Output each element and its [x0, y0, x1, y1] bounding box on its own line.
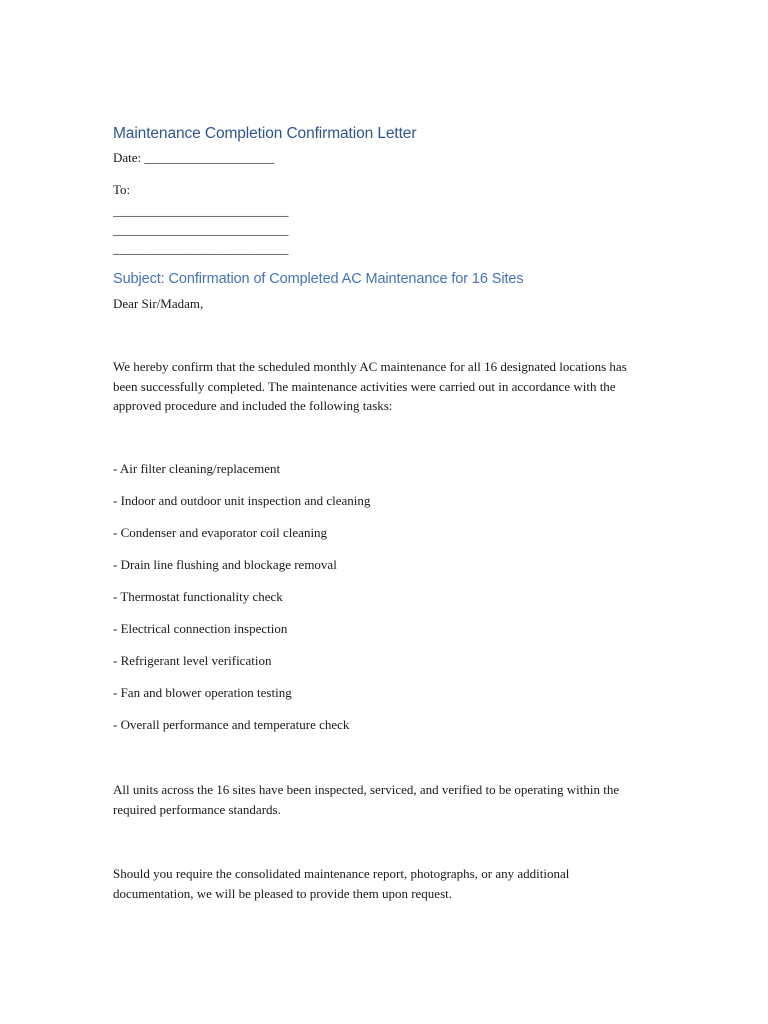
- address-line-3: ___________________________: [113, 241, 289, 256]
- closing-paragraph-2: Should you require the consolidated maintenance report, photographs, or any additional documentation, we will be pleased to provide them upon request.: [113, 866, 570, 901]
- address-line-1: ___________________________: [113, 203, 289, 218]
- to-label: To:: [113, 182, 131, 197]
- task-item: - Drain line flushing and blockage removal: [113, 557, 337, 572]
- date-line: Date: ____________________: [113, 150, 275, 165]
- task-item: - Air filter cleaning/replacement: [113, 461, 281, 476]
- task-item: - Condenser and evaporator coil cleaning: [113, 525, 328, 540]
- salutation: Dear Sir/Madam,: [113, 296, 204, 311]
- letter-subject: Subject: Confirmation of Completed AC Maintenance for 16 Sites: [113, 271, 524, 287]
- task-item: - Fan and blower operation testing: [113, 685, 292, 700]
- intro-paragraph: We hereby confirm that the scheduled monthly AC maintenance for all 16 designated locations has been successfully completed. The maintenance activities were carried out in accordance with the approved procedure and included the following tasks:: [113, 359, 627, 413]
- task-item: - Thermostat functionality check: [113, 589, 283, 604]
- task-item: - Electrical connection inspection: [113, 621, 288, 636]
- task-item: - Indoor and outdoor unit inspection and cleaning: [113, 493, 371, 508]
- address-line-2: ___________________________: [113, 222, 289, 237]
- closing-paragraph-1: All units across the 16 sites have been inspected, serviced, and verified to be operating within the required performance standards.: [113, 782, 620, 817]
- letter-title: Maintenance Completion Confirmation Letter: [113, 125, 417, 142]
- task-item: - Overall performance and temperature check: [113, 717, 350, 732]
- task-item: - Refrigerant level verification: [113, 653, 272, 668]
